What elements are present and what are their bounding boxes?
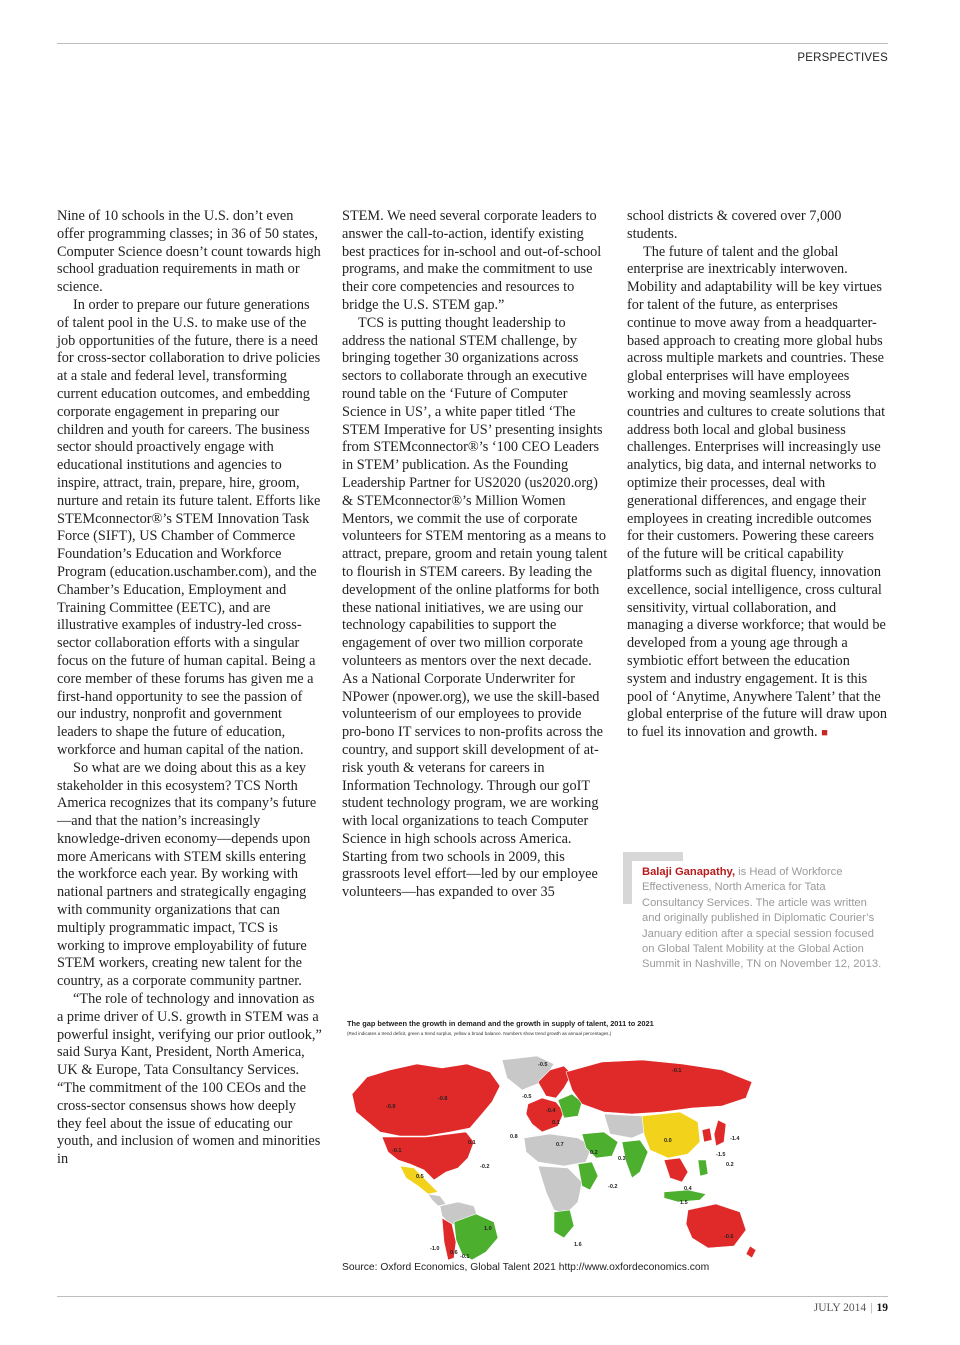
map-value-label: -1.4 bbox=[730, 1136, 740, 1142]
paragraph: “The role of technology and innovation as a prime driver of U.S. growth in STEM was a powerful insight, verifying our prior outlook,” said Surya Kant, President, North America, UK & Europe, Tata Consultancy Services. “The commitment of the 100 CEOs and the cross-sector consensus shows how deeply they feel about the issue of educating our youth, and inclusion of women and minorities in bbox=[57, 991, 322, 1168]
region-canada bbox=[352, 1064, 500, 1136]
map-value-label: -0.5 bbox=[522, 1094, 532, 1100]
paragraph: Nine of 10 schools in the U.S. don’t even offer programming classes; in 36 of 50 states, Computer Science doesn’t count towards high school graduation requirements in math or science. bbox=[57, 208, 321, 296]
map-value-label: 0.2 bbox=[726, 1162, 734, 1168]
author-name: Balaji Ganapathy, bbox=[642, 866, 736, 878]
region-western-europe bbox=[526, 1098, 564, 1132]
map-value-label: -0.5 bbox=[538, 1062, 548, 1068]
issue-date: JULY 2014 bbox=[813, 1302, 867, 1314]
map-value-label: 0.3 bbox=[618, 1156, 626, 1162]
map-subtitle: (Red indicates a trend deficit, green a trend surplus, yellow a broad balance. Numbers show trend growth as annual percentages.) bbox=[347, 1031, 612, 1036]
map-value-label: -0.2 bbox=[608, 1184, 618, 1190]
paragraph: So what are we doing about this as a key stakeholder in this ecosystem? TCS North America recognizes that its company’s future—and that the nation’s increasingly knowledge-driven economy—depends upon more Americans with STEM skills entering the workforce each year. By working with national partners and strategically engaging with community organizations that can multiply programmatic impact, TCS is working to improve employability of future STEM workers, creating new talent for the country, as a corporate community partner. bbox=[57, 759, 317, 990]
region-russia bbox=[566, 1060, 752, 1114]
map-value-label: -0.9 bbox=[386, 1104, 396, 1110]
bio-text bbox=[642, 852, 883, 973]
region-korea bbox=[702, 1128, 712, 1142]
map-value-label: -1.5 bbox=[716, 1152, 726, 1158]
talent-gap-map-figure bbox=[342, 1012, 762, 1260]
bottom-rule bbox=[57, 1296, 888, 1297]
map-value-label: -0.4 bbox=[546, 1108, 556, 1114]
end-mark: ■ bbox=[821, 727, 828, 740]
paragraph bbox=[627, 244, 889, 743]
map-value-label: -0.2 bbox=[480, 1164, 490, 1170]
map-value-label: -0.1 bbox=[392, 1148, 402, 1154]
region-central-africa bbox=[538, 1166, 582, 1214]
page-number: 19 bbox=[876, 1302, 888, 1314]
map-value-label: 0.5 bbox=[416, 1174, 424, 1180]
map-value-label: 0.7 bbox=[556, 1142, 564, 1148]
map-value-label: -0.1 bbox=[460, 1254, 470, 1260]
map-value-label: 0.6 bbox=[450, 1250, 458, 1256]
article-column-2 bbox=[342, 208, 608, 902]
map-value-label: 1.5 bbox=[680, 1200, 688, 1206]
top-rule bbox=[57, 43, 888, 44]
map-value-label: 0.0 bbox=[664, 1138, 672, 1144]
map-value-label: 1.0 bbox=[484, 1226, 492, 1232]
paragraph: school districts & covered over 7,000 students. bbox=[627, 208, 842, 242]
section-label: PERSPECTIVES bbox=[797, 52, 888, 64]
author-bio bbox=[623, 852, 883, 973]
article-column-3 bbox=[627, 208, 889, 743]
world-map bbox=[342, 1042, 762, 1260]
region-philippines bbox=[698, 1160, 708, 1176]
map-value-label: -1.0 bbox=[430, 1246, 440, 1252]
region-japan bbox=[714, 1120, 726, 1146]
region-north-africa bbox=[524, 1134, 592, 1166]
region-new-zealand bbox=[746, 1246, 756, 1258]
map-value-label: 1.6 bbox=[574, 1242, 582, 1248]
paragraph: STEM. We need several corporate leaders to answer the call-to-action, identify existing best practices for in-school and out-of-school programs, and make the commitment to use their core competencies and resources to bridge the U.S. STEM gap.” bbox=[342, 208, 602, 313]
map-value-label: 0.1 bbox=[552, 1120, 560, 1126]
author-description: is Head of Workforce Effectiveness, North America for Tata Consultancy Services. The article was written and originally published in Diplomatic Courier’s January edition after a special session focused on Global Talent Mobility at the Global Action Summit in Nashville, TN on November 12, 2013. bbox=[642, 866, 882, 971]
region-china bbox=[642, 1112, 700, 1158]
paragraph-text: The future of talent and the global enterprise are inextricably interwoven. Mobility and adaptability will be key virtues for talent of the future, as enterprises continue to move away from a headquarter-based approach to creating more global hubs across multiple markets and countries. These global enterprises will have employees working and moving seamlessly across countries and cultures to create solutions that address both local and global business challenges. Enterprises will increasingly use analytics, big data, and internal networks to optimize their processes, deal with generational differences, and engage their employees in creating incredible outcomes for their customers. Powering these careers of the future will be critical capability platforms such as digital fluency, innovation excellence, social intelligence, cross cultural sensitivity, virtual collaboration, and managing a diverse workforce; that would be developed from a young age through a symbiotic effort between the education system and industry engagement. It is this pool of ‘Anytime, Anywhere Talent’ that the global enterprise of the future will draw upon to fuel its innovation and growth. bbox=[627, 243, 888, 741]
region-central-america bbox=[428, 1194, 446, 1206]
figure-source: Source: Oxford Economics, Global Talent 2021 http://www.oxfordeconomics.com bbox=[342, 1262, 710, 1273]
map-value-label: 0.1 bbox=[468, 1140, 476, 1146]
region-southeast-asia bbox=[664, 1158, 688, 1182]
region-usa bbox=[382, 1132, 474, 1180]
map-value-label: -0.1 bbox=[672, 1068, 682, 1074]
map-value-label: 0.8 bbox=[510, 1134, 518, 1140]
footer-separator: | bbox=[870, 1302, 873, 1314]
map-value-label: 0.4 bbox=[684, 1186, 692, 1192]
article-column-1 bbox=[57, 208, 323, 1169]
paragraph: In order to prepare our future generations of talent pool in the U.S. to make use of the job opportunities of the future, there is a need for cross-sector collaboration to drive policies at a stale and federal level, transforming current education outcomes, and embedding corporate engagement in preparing our children and youth for careers. The business sector should proactively engage with educational institutions and agencies to inspire, attract, train, prepare, hire, groom, nurture and retain its future talent. Efforts like STEMconnector®’s STEM Innovation Task Force (SIFT), US Chamber of Commerce Foundation’s Education and Workforce Program (education.uschamber.com), and the Chamber’s Education, Employment and Training Committee (EETC), and are illustrative examples of industry-led cross-sector collaboration efforts with a singular focus on the future of human capital. Being a core member of these forums has given me a first-hand opportunity to see the passion of our industry, nonprofit and government leaders to shape the future of education, workforce and human capital of the nation. bbox=[57, 296, 321, 758]
paragraph: TCS is putting thought leadership to address the national STEM challenge, by bringing together 30 organizations across sectors to collaborate through an executive round table on the ‘Future of Computer Science in US’, a white paper titled ‘The STEM Imperative for US’ presenting insights from STEMconnector®’s ‘100 CEO Leaders in STEM’ publication. As the Founding Leadership Partner for US2020 (us2020.org) & STEMconnector®’s Million Women Mentors, we commit the use of corporate volunteers for STEM mentoring as a means to attract, prepare, groom and retain young talent to flourish in STEM careers. By leading the development of the online platforms for both these national initiatives, we are using our technology capabilities to support the engagement of over two million corporate volunteers as mentors over the next decade. As a National Corporate Underwriter for NPower (npower.org), we use the skill-based volunteerism of our employees to provide pro-bono IT services to non-profits across the country, and support skill development of at-risk youth & veterans for careers in Information Technology. Through our goIT student technology program, we are working with local organizations to teach Computer Science in high schools across America. Starting from two schools in 2009, this grassroots level effort—led by our employee volunteers—has expanded to over 35 bbox=[342, 314, 608, 901]
region-southern-africa bbox=[554, 1210, 574, 1238]
map-value-label: -0.6 bbox=[724, 1234, 734, 1240]
map-value-label: 0.2 bbox=[590, 1150, 598, 1156]
region-india bbox=[622, 1140, 648, 1178]
page-footer bbox=[814, 1302, 888, 1314]
map-value-label: -0.8 bbox=[438, 1096, 448, 1102]
map-title: The gap between the growth in demand and the growth in supply of talent, 2011 to 2021 bbox=[347, 1019, 654, 1028]
region-australia bbox=[686, 1204, 746, 1248]
